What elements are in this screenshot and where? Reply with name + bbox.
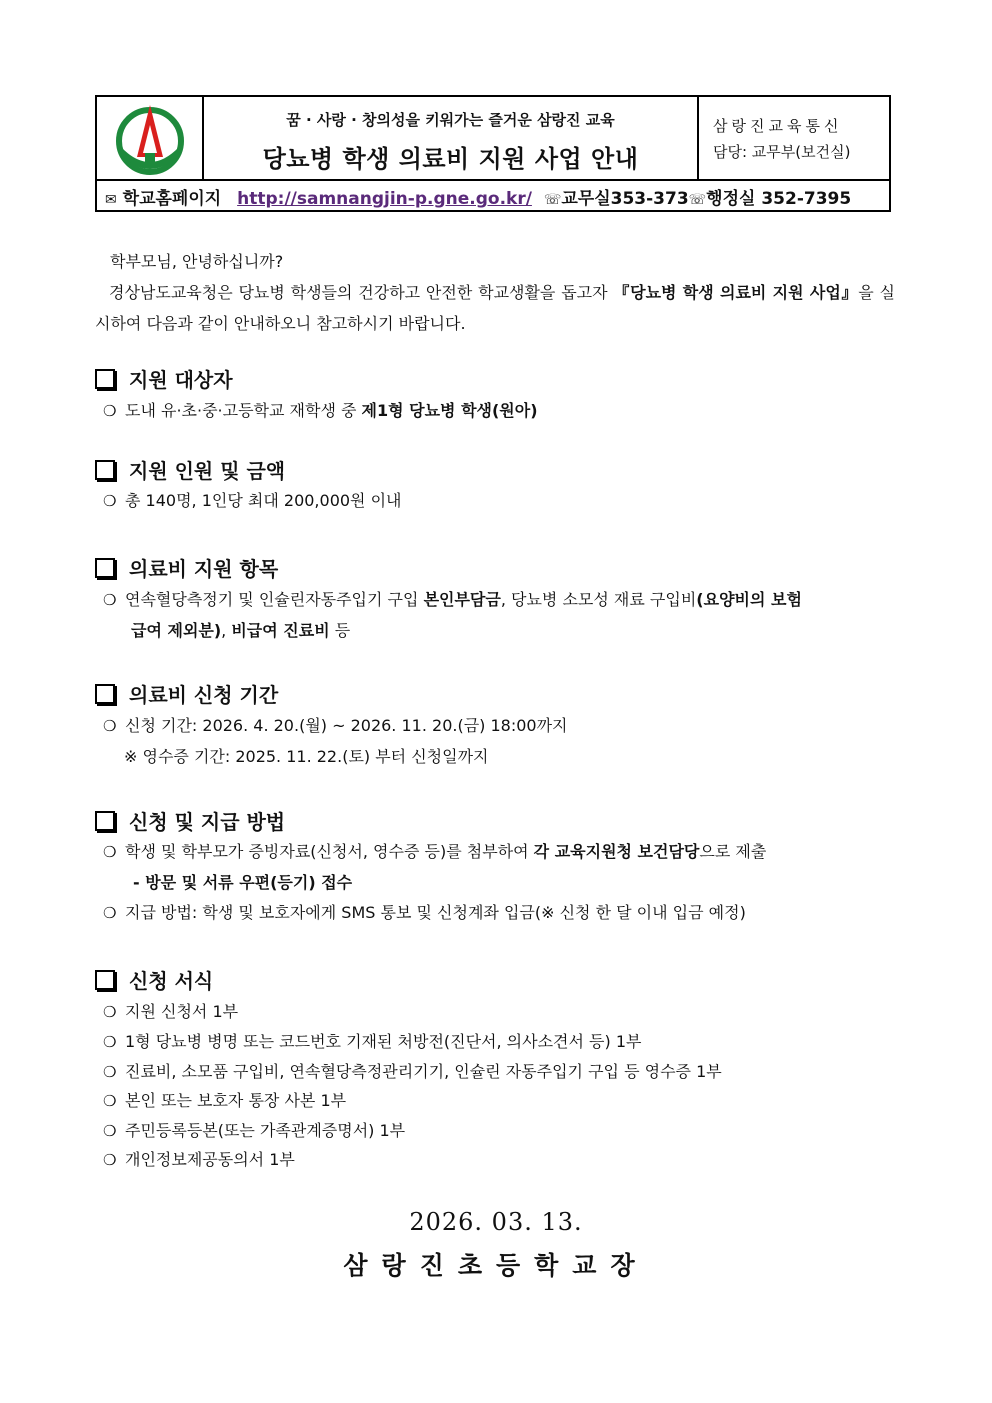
item-text: 본인 또는 보호자 통장 사본 1부 xyxy=(125,1091,347,1110)
item-text: 진료비, 소모품 구입비, 연속혈당측정관리기기, 인슐린 자동주입기 구입 등 영수증 1부 xyxy=(125,1062,722,1081)
header-top-row xyxy=(97,97,889,181)
checkbox-icon xyxy=(95,460,115,480)
checkbox-icon xyxy=(95,369,115,389)
list-item xyxy=(103,1116,405,1146)
intro-program-name: 『당뇨병 학생 의료비 지원 사업』 xyxy=(613,283,859,302)
section-title: 지원 대상자 xyxy=(129,368,233,392)
item-text-bold: 제1형 당뇨병 학생(원아) xyxy=(361,401,538,420)
list-item xyxy=(103,396,538,426)
item-text: 연속혈당측정기 및 인슐린자동주입기 구입 xyxy=(125,590,424,609)
list-item xyxy=(103,997,238,1027)
envelope-icon: ✉ xyxy=(105,192,117,208)
section-heading xyxy=(95,364,233,393)
list-item-continued xyxy=(131,616,350,646)
item-text: 총 140명, 1인당 최대 200,000원 이내 xyxy=(125,491,402,510)
document-date: 2026. 03. 13. xyxy=(409,1208,583,1236)
sub-item-text: - 방문 및 서류 우편(등기) 접수 xyxy=(133,873,353,892)
section-title: 지원 인원 및 금액 xyxy=(129,459,286,483)
intro-text-end: 을 실시하여 다음과 같이 안내하오니 참고하시기 바랍니다. xyxy=(95,283,895,333)
list-item xyxy=(103,1086,346,1116)
intro-paragraph xyxy=(95,277,895,339)
circle-bullet-icon: ❍ xyxy=(103,904,117,922)
phone-icon: ☏ xyxy=(543,192,562,208)
circle-bullet-icon: ❍ xyxy=(103,843,117,861)
checkbox-icon xyxy=(95,684,115,704)
manager-info: 담당: 교무부(보건실) xyxy=(713,143,851,161)
list-item xyxy=(103,1027,641,1057)
circle-bullet-icon: ❍ xyxy=(103,1151,117,1169)
section-title: 신청 및 지급 방법 xyxy=(129,810,286,834)
signer-name: 삼랑진초등학교장 xyxy=(343,1251,649,1280)
newsletter-name: 삼랑진교육통신 xyxy=(713,117,843,135)
section-title: 의료비 지원 항목 xyxy=(129,557,279,581)
section-heading xyxy=(95,679,278,708)
circle-bullet-icon: ❍ xyxy=(103,1033,117,1051)
circle-bullet-icon: ❍ xyxy=(103,492,117,510)
item-text-bold: (요양비의 보험 xyxy=(696,590,802,609)
list-item xyxy=(103,1145,295,1175)
list-item xyxy=(103,837,766,867)
school-logo-cell xyxy=(97,97,204,179)
item-text-bold: 비급여 진료비 xyxy=(231,621,330,640)
circle-bullet-icon: ❍ xyxy=(103,1092,117,1110)
section-title: 의료비 신청 기간 xyxy=(129,683,279,707)
item-text: 지급 방법: 학생 및 보호자에게 SMS 통보 및 신청계좌 입금(※ 신청 한 달 이내 입금 예정) xyxy=(125,903,746,922)
circle-bullet-icon: ❍ xyxy=(103,1122,117,1140)
document-title: 당뇨병 학생 의료비 지원 사업 안내 xyxy=(262,145,639,173)
item-text: , xyxy=(221,621,232,640)
list-item xyxy=(103,1057,722,1087)
greeting: 학부모님, 안녕하십니까? xyxy=(110,252,284,271)
section-heading xyxy=(95,806,285,835)
school-slogan: 꿈 · 사랑 · 창의성을 키워가는 즐거운 삼랑진 교육 xyxy=(286,111,615,129)
intro-text: 경상남도교육청은 당뇨병 학생들의 건강하고 안전한 학교생활을 돕고자 xyxy=(109,283,614,302)
circle-bullet-icon: ❍ xyxy=(103,402,117,420)
homepage-label: 학교홈페이지 xyxy=(122,189,222,209)
item-text: , 당뇨병 소모성 재료 구입비 xyxy=(500,590,697,609)
circle-bullet-icon: ❍ xyxy=(103,717,117,735)
checkbox-icon xyxy=(95,970,115,990)
checkbox-icon xyxy=(95,558,115,578)
office-phone: 교무실353-373 xyxy=(561,189,689,209)
list-item xyxy=(103,898,746,928)
item-text: 주민등록등본(또는 가족관계증명서) 1부 xyxy=(125,1121,406,1140)
newsletter-info-cell xyxy=(699,97,889,179)
item-text: 1형 당뇨병 병명 또는 코드번호 기재된 처방전(진단서, 의사소견서 등) 1부 xyxy=(125,1032,642,1051)
item-text: 개인정보제공동의서 1부 xyxy=(125,1150,295,1169)
item-text-bold: 각 교육지원청 보건담당 xyxy=(533,842,700,861)
item-text: 도내 유·초·중·고등학교 재학생 중 xyxy=(125,401,362,420)
homepage-link[interactable]: http://samnangjin-p.gne.go.kr/ xyxy=(237,189,532,209)
section-heading xyxy=(95,455,285,484)
list-item xyxy=(103,585,802,615)
title-cell xyxy=(204,97,699,179)
school-logo xyxy=(111,103,189,175)
item-text: 지원 신청서 1부 xyxy=(125,1002,239,1021)
item-text-bold: 본인부담금 xyxy=(423,590,501,609)
contact-row xyxy=(105,184,851,209)
item-text: 학생 및 학부모가 증빙자료(신청서, 영수증 등)를 첨부하여 xyxy=(125,842,534,861)
item-text-bold: 급여 제외분) xyxy=(131,621,222,640)
section-heading xyxy=(95,965,213,994)
circle-bullet-icon: ❍ xyxy=(103,1003,117,1021)
phone-icon: ☏ xyxy=(688,192,707,208)
item-text: 신청 기간: 2026. 4. 20.(월) ~ 2026. 11. 20.(금) 18:00까지 xyxy=(125,716,568,735)
item-text: 등 xyxy=(329,621,351,640)
checkbox-icon xyxy=(95,811,115,831)
section-heading xyxy=(95,553,278,582)
newsletter-header xyxy=(95,95,891,212)
list-item xyxy=(103,486,402,516)
note-text: ※ 영수증 기간: 2025. 11. 22.(토) 부터 신청일까지 xyxy=(124,747,489,766)
item-text: 으로 제출 xyxy=(699,842,767,861)
admin-phone: 행정실 352-7395 xyxy=(706,189,852,209)
section-title: 신청 서식 xyxy=(129,969,214,993)
circle-bullet-icon: ❍ xyxy=(103,1063,117,1081)
circle-bullet-icon: ❍ xyxy=(103,591,117,609)
list-item xyxy=(103,711,568,741)
